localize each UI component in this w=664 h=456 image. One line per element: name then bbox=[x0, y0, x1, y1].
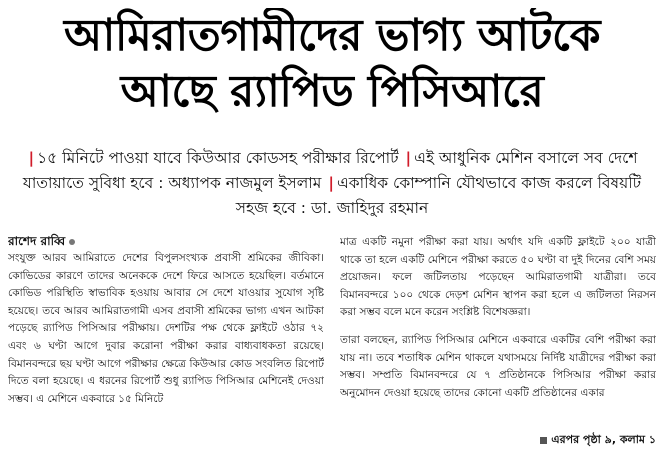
article-column-left bbox=[8, 232, 324, 452]
sub-headline-deck bbox=[20, 146, 644, 221]
byline-bullet-icon bbox=[69, 239, 75, 245]
deck-item-1: ১৫ মিনিটে পাওয়া যাবে কিউআর কোডসহ পরীক্ষার রিপোর্ট bbox=[37, 149, 399, 167]
article-body bbox=[8, 232, 656, 452]
article-column-right bbox=[340, 232, 656, 452]
deck-item-3: একাধিক কোম্পানি যৌথভাবে কাজ করলে বিষয়টি সহজ হবে : ডা. জাহিদুর রহমান bbox=[235, 174, 642, 217]
headline-line-2: আছে র‍্যাপিড পিসিআরে bbox=[120, 66, 544, 117]
deck-separator: | bbox=[28, 149, 35, 167]
byline-name: রাশেদ রাব্বি bbox=[8, 234, 66, 248]
headline-line-1: আমিরাতগামীদের ভাগ্য আটকে bbox=[64, 10, 600, 61]
headline bbox=[0, 8, 664, 120]
article-paragraph: তারা বলছেন, র‍্যাপিড পিসিআর মেশিনে একবারে একটির বেশি পরীক্ষা করা যায় না। তবে শতাধিক মেশিন থাকলে যথাসময়ে নির্দিষ্ট যাত্রীদের পরীক্ষা করা সম্ভব। সম্প্রতি বিমানবন্দরে যে ৭ প্রতিষ্ঠানকে পিসিআর পরীক্ষা করার অনুমোদন দেওয়া হয়েছে তাদের কোনো একটি প্রতিষ্ঠানের একার bbox=[340, 333, 656, 399]
byline bbox=[8, 232, 324, 250]
continuation-note bbox=[540, 431, 656, 450]
article-paragraph: মাত্র একটি নমুনা পরীক্ষা করা যায়। অর্থাৎ যদি একটি ফ্লাইটে ২০০ যাত্রী থাকে তা হলে একটি মেশিনে পরীক্ষা করতে ৫০ ঘণ্টা বা দুই দিনের বেশি সময় প্রয়োজন। ফলে জটিলতায় পড়েছেন আমিরাতগামী যাত্রীরা। তবে বিমানবন্দরে ১০০ থেকে দেড়শ মেশিন স্থাপন করা হলে এ জটিলতা নিরসন করা সম্ভব বলে মনে করেন সংশ্লিষ্ট বিশেষজ্ঞরা। bbox=[340, 236, 656, 319]
deck-separator: | bbox=[328, 174, 335, 192]
deck-separator: | bbox=[405, 149, 412, 167]
square-bullet-icon bbox=[540, 437, 547, 444]
article-paragraph: সংযুক্ত আরব আমিরাতে দেশের বিপুলসংখ্যক প্রবাসী শ্রমিকের জীবিকা। কোভিডের কারণে তাদের অনেককে দেশে ফিরে আসতে হয়েছিল। বর্তমানে কোভিড পরিস্থিতি স্বাভাবিক হওয়ায় আবার সে দেশে যাওয়ার সুযোগ সৃষ্টি হয়েছে। তবে আরব আমিরাতগামী এসব প্রবাসী শ্রমিকের ভাগ্য এখন আটকা পড়েছে র‍্যাপিড পিসিআর পরীক্ষায়। দেশটির পক্ষ থেকে ফ্লাইটে ওঠার ৭২ এবং ৬ ঘণ্টা আগে দুবার করোনা পরীক্ষা করার বাধ্যবাধকতা রয়েছে। বিমানবন্দরে ছয় ঘণ্টা আগে পরীক্ষার ক্ষেত্রে কিউআর কোড সংবলিত রিপোর্ট দিতে বলা হয়েছে। এ ধরনের রিপোর্ট শুধু র‍্যাপিড পিসিআর মেশিনেই দেওয়া সম্ভব। এ মেশিনে একবারে ১৫ মিনিটে bbox=[8, 252, 324, 405]
continuation-text: এরপর পৃষ্ঠা ৯, কলাম ১ bbox=[551, 433, 656, 446]
deck-item-2: এই আধুনিক মেশিন বসালে সব দেশে যাতায়াতে সুবিধা হবে : অধ্যাপক নাজমুল ইসলাম bbox=[22, 149, 638, 192]
